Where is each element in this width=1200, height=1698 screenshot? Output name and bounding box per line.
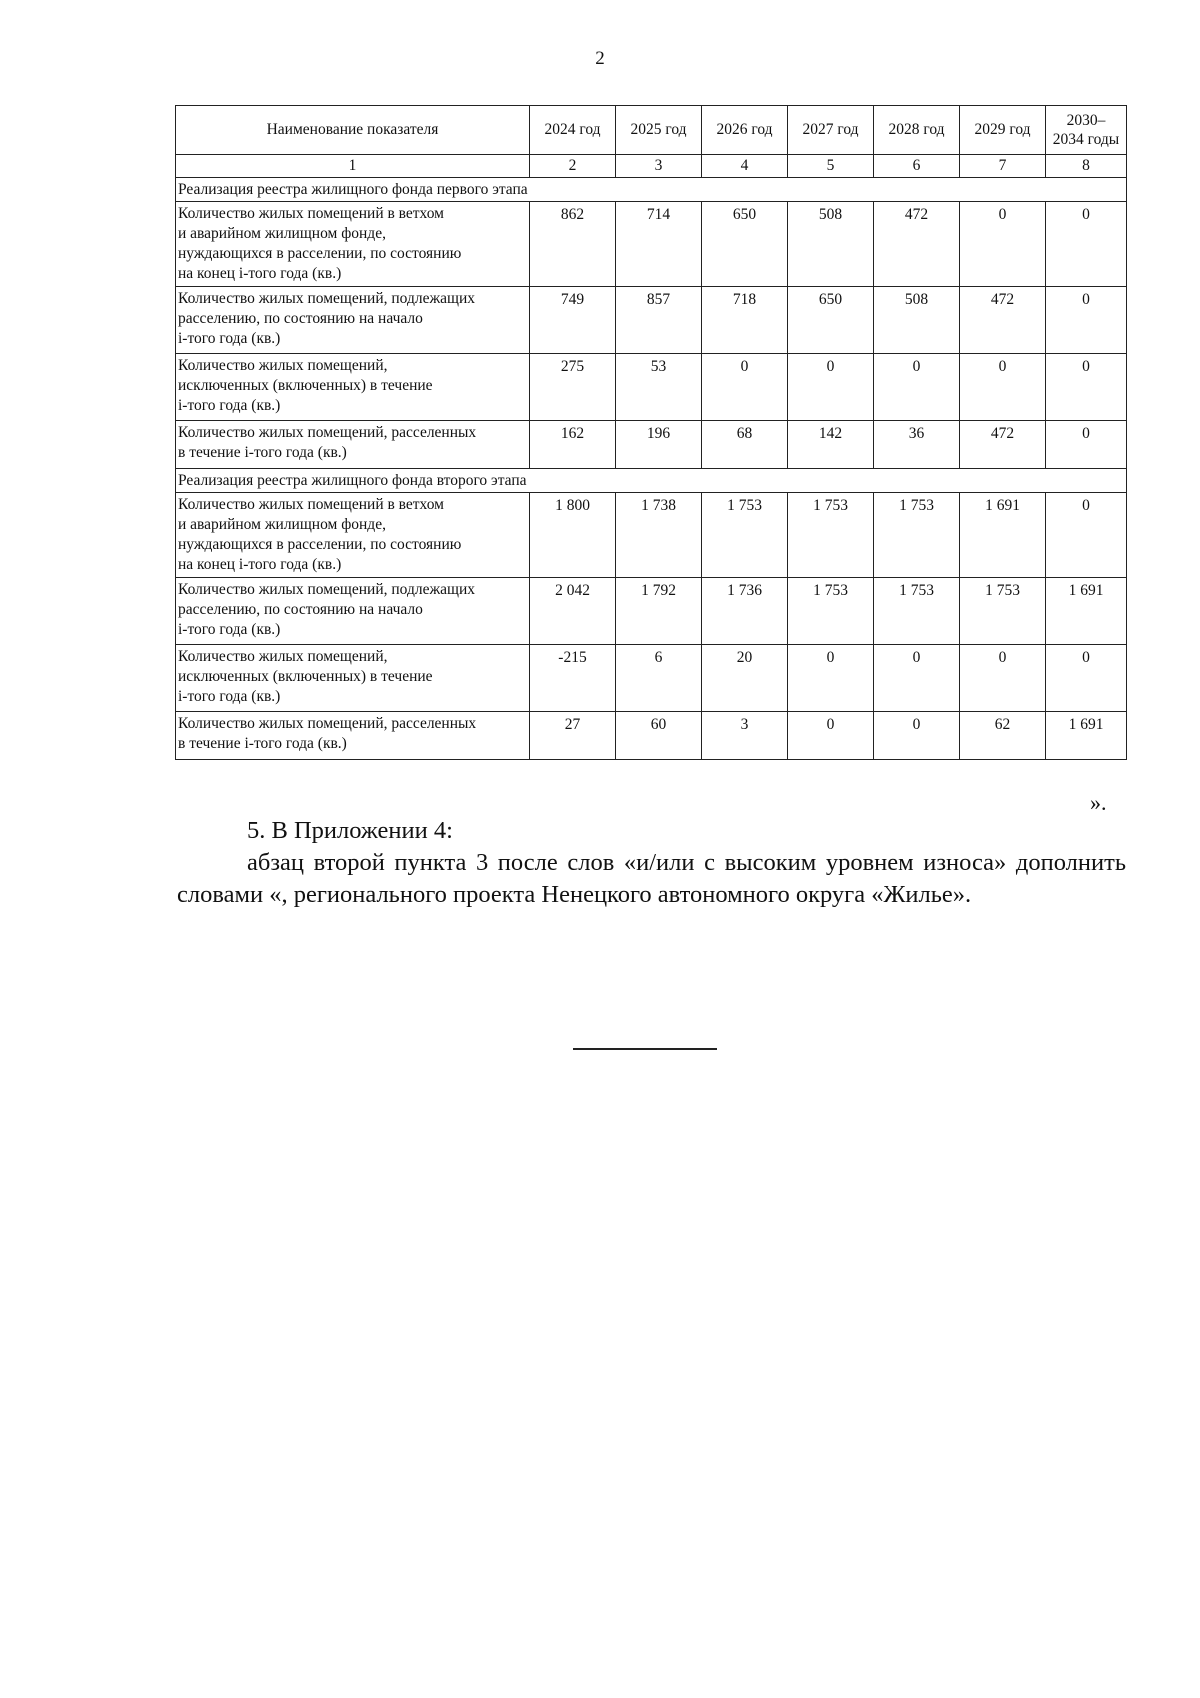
- value-cell: 650: [788, 287, 874, 354]
- value-cell: 196: [616, 421, 702, 469]
- value-cell: 142: [788, 421, 874, 469]
- column-number-cell: 6: [874, 155, 960, 178]
- value-cell: 27: [530, 712, 616, 760]
- value-cell: 53: [616, 354, 702, 421]
- header-year-cell: 2026 год: [702, 106, 788, 155]
- indicator-name-cell: Количество жилых помещений, подлежащих расселению, по состоянию на начало i-того года (кв.): [176, 578, 530, 645]
- value-cell: 0: [1046, 493, 1127, 578]
- value-cell: 62: [960, 712, 1046, 760]
- indicator-name-cell: Количество жилых помещений, исключенных (включенных) в течение i-того года (кв.): [176, 645, 530, 712]
- value-cell: 275: [530, 354, 616, 421]
- column-number-cell: 3: [616, 155, 702, 178]
- value-cell: 0: [1046, 645, 1127, 712]
- value-cell: 508: [874, 287, 960, 354]
- table-row: [176, 493, 1127, 578]
- value-cell: 1 800: [530, 493, 616, 578]
- value-cell: 0: [702, 354, 788, 421]
- value-cell: 1 753: [702, 493, 788, 578]
- table-row: [176, 421, 1127, 469]
- table-row: [176, 645, 1127, 712]
- table-row: [176, 287, 1127, 354]
- value-cell: 20: [702, 645, 788, 712]
- value-cell: 0: [1046, 287, 1127, 354]
- indicator-name-cell: Количество жилых помещений, исключенных (включенных) в течение i-того года (кв.): [176, 354, 530, 421]
- page-number: 2: [595, 48, 605, 69]
- column-number-cell: 5: [788, 155, 874, 178]
- header-name-cell: Наименование показателя: [176, 106, 530, 155]
- table-header-row: [176, 106, 1127, 155]
- indicator-name-cell: Количество жилых помещений в ветхом и аварийном жилищном фонде, нуждающихся в расселении, по состоянию на конец i-того года (кв.): [176, 202, 530, 287]
- header-year-cell: 2027 год: [788, 106, 874, 155]
- value-cell: 862: [530, 202, 616, 287]
- value-cell: 749: [530, 287, 616, 354]
- value-cell: 6: [616, 645, 702, 712]
- closing-quote: ».: [1090, 790, 1107, 815]
- table-row: [176, 354, 1127, 421]
- value-cell: 1 753: [788, 493, 874, 578]
- value-cell: 0: [960, 645, 1046, 712]
- value-cell: 1 753: [788, 578, 874, 645]
- value-cell: 1 753: [874, 578, 960, 645]
- table-row: [176, 578, 1127, 645]
- value-cell: 0: [1046, 354, 1127, 421]
- value-cell: 0: [960, 202, 1046, 287]
- paragraph-body: абзац второй пункта 3 после слов «и/или с высоким уровнем износа» дополнить словами «, регионального проекта Ненецкого автономного округа «Жилье».: [177, 849, 1126, 908]
- value-cell: 36: [874, 421, 960, 469]
- value-cell: 0: [874, 645, 960, 712]
- value-cell: 1 691: [1046, 712, 1127, 760]
- value-cell: 0: [1046, 421, 1127, 469]
- value-cell: 3: [702, 712, 788, 760]
- column-number-row: [176, 155, 1127, 178]
- value-cell: 0: [960, 354, 1046, 421]
- table-row: [176, 202, 1127, 287]
- section-heading-row: [176, 178, 1127, 202]
- paragraph-heading: 5. В Приложении 4:: [247, 817, 453, 844]
- value-cell: 0: [874, 354, 960, 421]
- value-cell: 2 042: [530, 578, 616, 645]
- value-cell: 1 691: [960, 493, 1046, 578]
- header-year-cell: 2029 год: [960, 106, 1046, 155]
- indicators-table: [175, 105, 1127, 760]
- value-cell: 60: [616, 712, 702, 760]
- value-cell: 0: [788, 645, 874, 712]
- column-number-cell: 8: [1046, 155, 1127, 178]
- value-cell: 718: [702, 287, 788, 354]
- value-cell: 1 753: [874, 493, 960, 578]
- value-cell: 1 738: [616, 493, 702, 578]
- value-cell: 0: [1046, 202, 1127, 287]
- section-heading: Реализация реестра жилищного фонда первого этапа: [176, 178, 1127, 202]
- indicator-name-cell: Количество жилых помещений, подлежащих расселению, по состоянию на начало i-того года (кв.): [176, 287, 530, 354]
- value-cell: 1 736: [702, 578, 788, 645]
- value-cell: 650: [702, 202, 788, 287]
- value-cell: 0: [874, 712, 960, 760]
- column-number-cell: 1: [176, 155, 530, 178]
- column-number-cell: 7: [960, 155, 1046, 178]
- value-cell: 714: [616, 202, 702, 287]
- value-cell: 0: [788, 354, 874, 421]
- header-year-cell: 2030– 2034 годы: [1046, 106, 1127, 155]
- indicator-name-cell: Количество жилых помещений, расселенных в течение i-того года (кв.): [176, 421, 530, 469]
- indicator-name-cell: Количество жилых помещений в ветхом и аварийном жилищном фонде, нуждающихся в расселении, по состоянию на конец i-того года (кв.): [176, 493, 530, 578]
- value-cell: 68: [702, 421, 788, 469]
- header-year-cell: 2028 год: [874, 106, 960, 155]
- value-cell: 857: [616, 287, 702, 354]
- value-cell: 0: [788, 712, 874, 760]
- column-number-cell: 4: [702, 155, 788, 178]
- header-year-cell: 2025 год: [616, 106, 702, 155]
- value-cell: 472: [960, 287, 1046, 354]
- section-heading-row: [176, 469, 1127, 493]
- indicator-name-cell: Количество жилых помещений, расселенных в течение i-того года (кв.): [176, 712, 530, 760]
- section-heading: Реализация реестра жилищного фонда второго этапа: [176, 469, 1127, 493]
- signature-line: [573, 1048, 717, 1050]
- column-number-cell: 2: [530, 155, 616, 178]
- value-cell: 472: [874, 202, 960, 287]
- value-cell: 162: [530, 421, 616, 469]
- value-cell: 1 792: [616, 578, 702, 645]
- value-cell: -215: [530, 645, 616, 712]
- value-cell: 472: [960, 421, 1046, 469]
- value-cell: 508: [788, 202, 874, 287]
- value-cell: 1 691: [1046, 578, 1127, 645]
- header-year-cell: 2024 год: [530, 106, 616, 155]
- table-row: [176, 712, 1127, 760]
- value-cell: 1 753: [960, 578, 1046, 645]
